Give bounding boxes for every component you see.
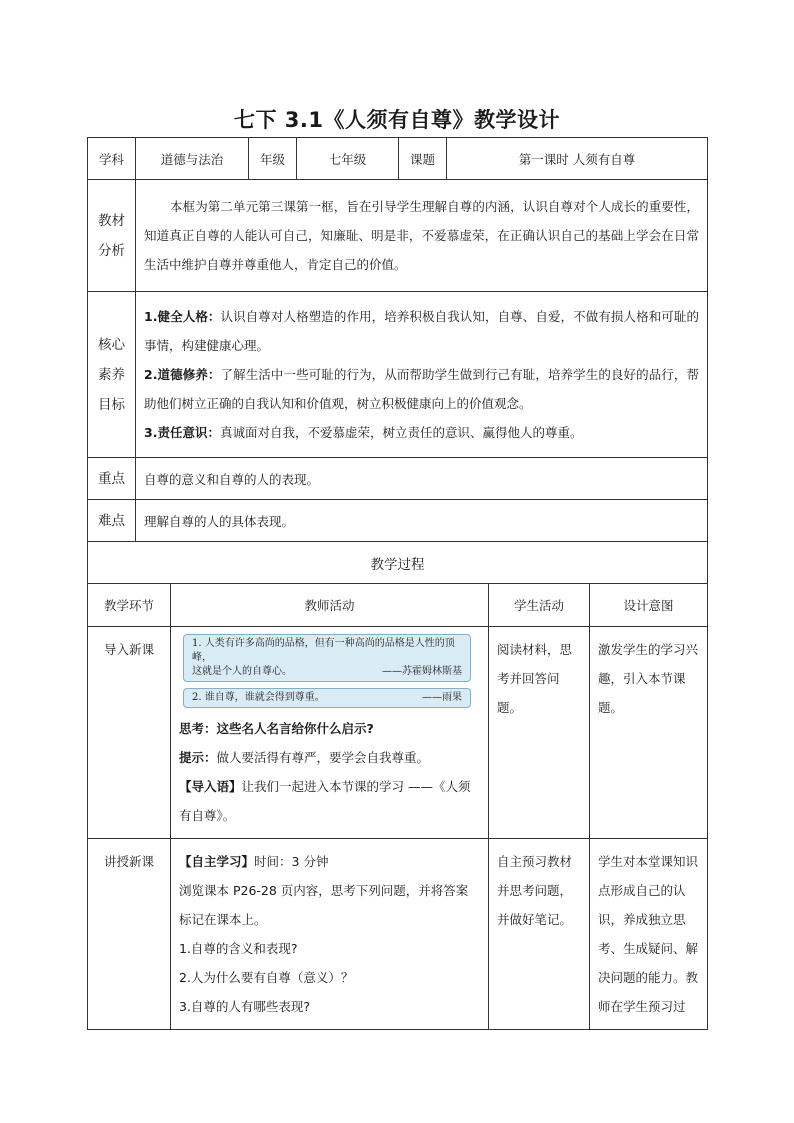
page-title: 七下 3.1《人须有自尊》教学设计 [233,108,560,132]
goal-item: 1.健全人格：认识自尊对人格塑造的作用，培养积极自我认知，自尊、自爱，不做有损人格和可耻的事情，构建健康心理。 [144,309,699,353]
self-study-line: 【自主学习】时间：3 分钟 [179,854,329,869]
header-row [88,138,708,180]
instruction-line: 浏览课本 P26-28 页内容，思考下列问题，并将答案标记在课本上。 [179,883,469,927]
student-activity: 阅读材料，思考并回答问题。 [489,627,590,839]
analysis-label: 教材 分析 [88,180,136,292]
table-row [88,627,708,839]
subject-label: 学科 [88,138,136,180]
design-intent: 学生对本堂课知识点形成自己的认识，养成独立思考、生成疑问、解决问题的能力。教师在学生预习过 [590,839,708,1030]
question-2: 2.人为什么要有自尊（意义）？ [179,970,354,985]
goal-item: 2.道德修养：了解生活中一些可耻的行为，从而帮助学生做到行己有耻，培养学生的良好的品行，帮助他们树立正确的自我认知和价值观，树立积极健康向上的价值观念。 [144,367,699,411]
process-header-row [88,584,708,627]
question-1: 1.自尊的含义和表现? [179,941,298,956]
lead-line: 【导入语】让我们一起进入本节课的学习 ——《人须有自尊》。 [179,779,471,823]
teacher-activity [171,839,489,1030]
topic-value: 第一课时 人须有自尊 [447,138,708,180]
difficulty-text: 理解自尊的人的具体表现。 [136,500,708,542]
goals-row [88,292,708,458]
col-intent-header: 设计意图 [590,584,708,627]
difficulty-label: 难点 [88,500,136,542]
key-label: 重点 [88,458,136,500]
difficulty-row [88,500,708,542]
goals-list [136,292,708,458]
stage-cell: 导入新课 [88,627,171,839]
quote-box-2: 2. 谁自尊，谁就会得到尊重。 ——雨果 [183,688,471,708]
subject-value: 道德与法治 [136,138,249,180]
analysis-row [88,180,708,292]
process-table [87,541,708,1030]
quote-box-1: 1. 人类有许多高尚的品格，但有一种高尚的品格是人性的顶峰， 这就是个人的自尊心。 ——苏霍姆林斯基 [183,634,471,682]
col-stage-header: 教学环节 [88,584,171,627]
hint-line: 提示：做人要活得有尊严，要学会自我尊重。 [179,750,430,765]
info-table [87,137,708,542]
grade-label: 年级 [249,138,297,180]
question-3: 3.自尊的人有哪些表现? [179,999,311,1014]
teacher-activity [171,627,489,839]
table-row [88,839,708,1030]
think-line: 思考：这些名人名言给你什么启示? [179,721,374,736]
stage-cell: 讲授新课 [88,839,171,1030]
design-intent: 激发学生的学习兴趣，引入本节课题。 [590,627,708,839]
key-text: 自尊的意义和自尊的人的表现。 [136,458,708,500]
process-title: 教学过程 [88,542,708,584]
student-activity: 自主预习教材并思考问题，并做好笔记。 [489,839,590,1030]
key-row [88,458,708,500]
goals-label: 核心 素养 目标 [88,292,136,458]
goal-item: 3.责任意识：真诚面对自我，不爱慕虚荣，树立责任的意识、赢得他人的尊重。 [144,425,583,440]
analysis-text: 本框为第二单元第三课第一框，旨在引导学生理解自尊的内涵，认识自尊对个人成长的重要性，知道真正自尊的人能认可自己，知廉耻、明是非，不爱慕虚荣，在正确认识自己的基础上学会在日常生活中维护自尊并尊重他人，肯定自己的价值。 [136,180,708,292]
col-student-header: 学生活动 [489,584,590,627]
col-teacher-header: 教师活动 [171,584,489,627]
grade-value: 七年级 [297,138,399,180]
topic-label: 课题 [399,138,447,180]
